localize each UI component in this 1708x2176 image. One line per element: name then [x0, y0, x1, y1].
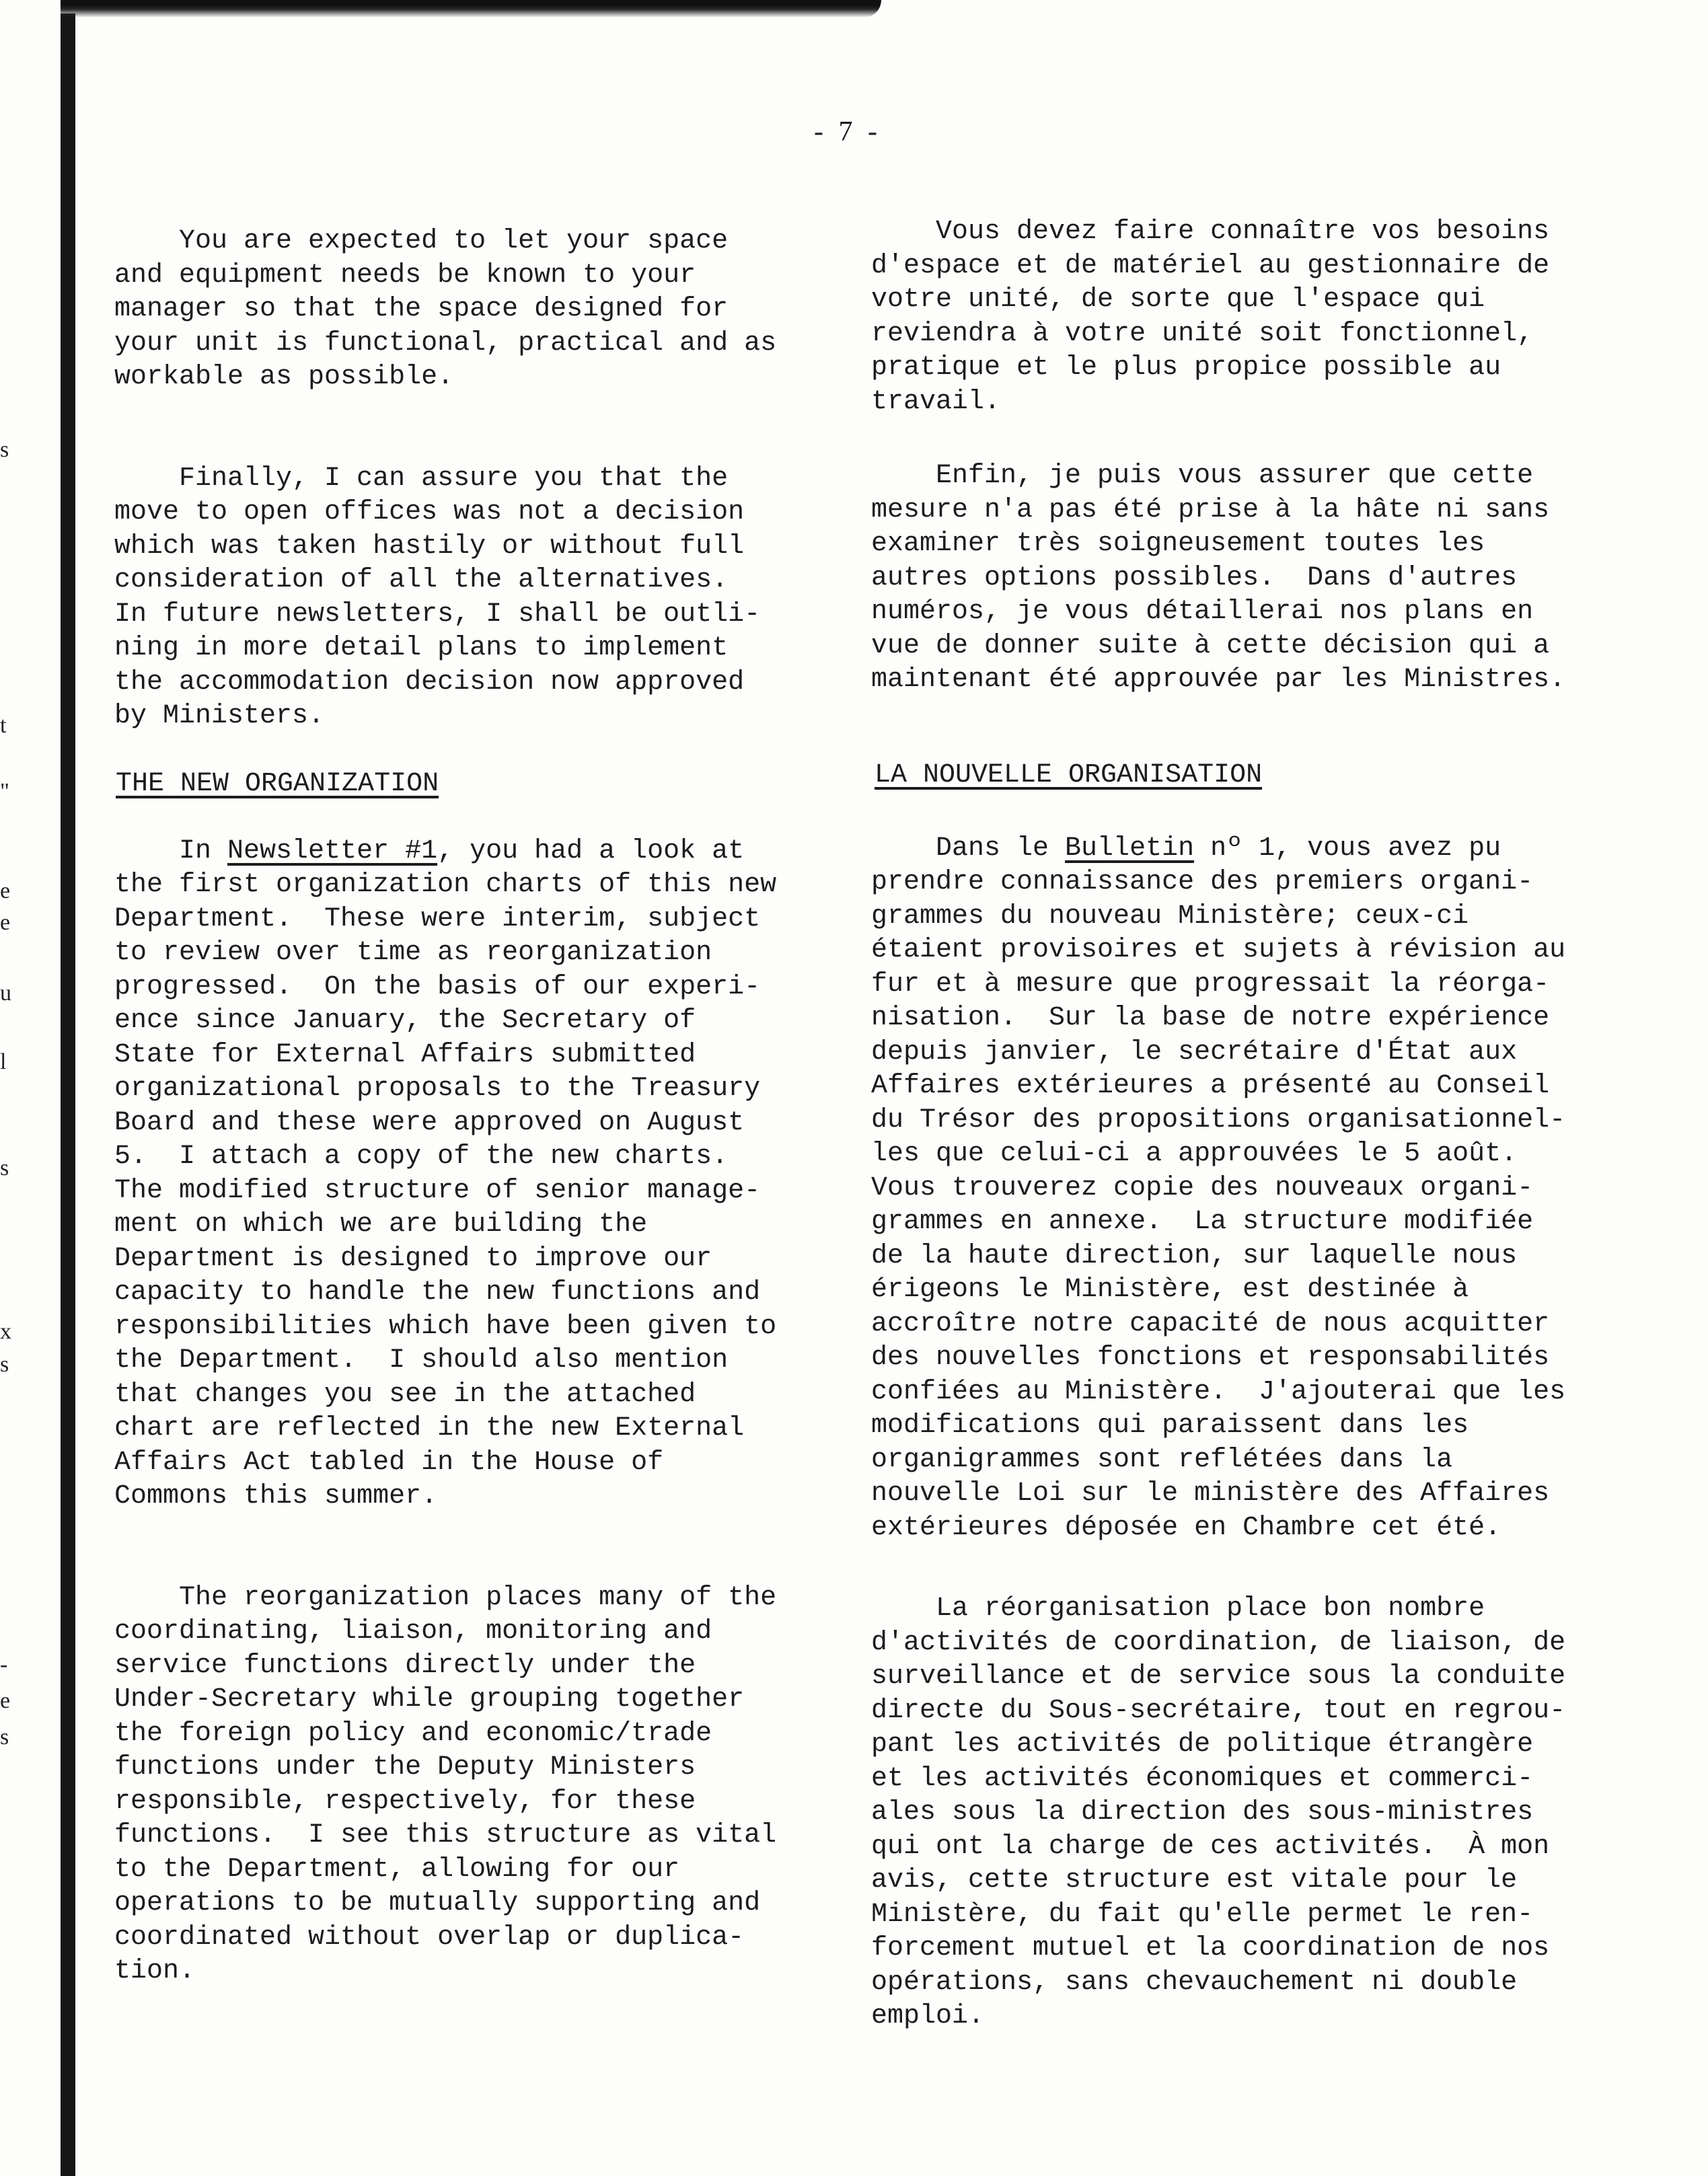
english-paragraph-space-needs: You are expected to let your space and equipment needs be known to your manager so that the space designed for your unit is functional, practical and as workable as possible.	[114, 226, 777, 392]
margin-fragment: t	[0, 713, 7, 738]
page-top-shadow	[61, 0, 881, 17]
margin-fragment: s	[0, 437, 9, 462]
newsletter-reference: Newsletter #1	[227, 835, 438, 866]
english-section-heading: THE NEW ORGANIZATION	[116, 769, 439, 799]
margin-fragment: e	[0, 878, 11, 903]
french-p3-body: nº 1, vous avez pu prendre connaissance des premiers organi- grammes du nouveau Ministère; ceux-ci étaient provisoires et sujets à révision au fur et à mesure que progressait la réorga- nisation. Sur la base de notre expérience depuis janvier, le secrétaire d'État aux Affaires extérieures a présenté au Conseil du Trésor des propositions organisationnel- les que celui-ci a approuvées le 5 août. Vous trouverez copie des nouveaux organi- grammes en annexe. La structure modifiée de la haute direction, sur laquelle nous érigeons le Ministère, est destinée à accroître notre capacité de nous acquitter des nouvelles fonctions et responsabilités confiées au Ministère. J'ajouterai que les modifications qui paraissent dans les organigrammes sont reflétées dans la nouvelle Loi sur le ministère des Affaires extérieures déposée en Chambre cet été.	[871, 833, 1566, 1543]
english-paragraph-new-organization	[114, 835, 841, 1514]
margin-fragment: l	[0, 1049, 7, 1074]
english-paragraph-open-offices: Finally, I can assure you that the move to open offices was not a decision which was taken hastily or without full consideration of all the alternatives. In future newsletters, I shall be outli- ning in more detail plans to implement the accommodation decision now approved by Ministers.	[114, 463, 761, 731]
page-number: - 7 -	[814, 116, 881, 147]
english-p3-lead: In	[114, 835, 228, 866]
english-paragraph-reorganization: The reorganization places many of the coordinating, liaison, monitoring and service functions directly under the Under-Secretary while grouping together the foreign policy and economic/trade functions under the Deputy Ministers responsible, respectively, for these functions. I see this structure as vital to the Department, allowing for our operations to be mutually supporting and coordinated without overlap or duplica- tion.	[114, 1582, 777, 1986]
french-paragraph-new-organization	[871, 832, 1625, 1546]
french-column	[871, 215, 1625, 2034]
margin-fragment: s	[0, 1156, 9, 1180]
margin-fragment: e	[0, 1688, 11, 1713]
bulletin-reference: Bulletin	[1065, 833, 1195, 864]
margin-fragment: s	[0, 1352, 9, 1377]
french-paragraph-space-needs: Vous devez faire connaître vos besoins d'espace et de matériel au gestionnaire de votre unité, de sorte que l'espace qui reviendra à votre unité soit fonctionnel, pratique et le plus propice possible au travail.	[871, 217, 1550, 417]
margin-fragment: u	[0, 981, 11, 1006]
french-section-heading: LA NOUVELLE ORGANISATION	[875, 760, 1263, 790]
margin-fragment: s	[0, 1725, 9, 1750]
margin-fragment: "	[0, 779, 9, 804]
margin-fragment: -	[0, 1652, 8, 1677]
english-p3-body: , you had a look at the first organization charts of this new Department. These were interim, subject to review over time as reorganization progressed. On the basis of our experi- ence since January, the Secretary of State for External Affairs submitted organizational proposals to the Treasury Board and these were approved on August 5. I attach a copy of the new charts. The modified structure of senior manage- ment on which we are building the Department is designed to improve our capacity to handle the new functions and responsibilities which have been given to the Department. I should also mention that changes you see in the attached chart are reflected in the new External Affairs Act tabled in the House of Commons this summer.	[114, 835, 777, 1511]
margin-fragment: e	[0, 910, 11, 935]
french-p3-lead: Dans le	[871, 833, 1066, 864]
page-binding-edge	[61, 13, 75, 2176]
english-column	[114, 225, 841, 1989]
french-paragraph-open-offices: Enfin, je puis vous assurer que cette mesure n'a pas été prise à la hâte ni sans examiner très soigneusement toutes les autres options possibles. Dans d'autres numéros, je vous détaillerai nos plans en vue de donner suite à cette décision qui a maintenant été approuvée par les Ministres.	[871, 461, 1566, 695]
french-paragraph-reorganization: La réorganisation place bon nombre d'activités de coordination, de liaison, de surveillance et de service sous la conduite directe du Sous-secrétaire, tout en regrou- pant les activités de politique étrangère et les activités économiques et commerci- ales sous la direction des sous-ministres qui ont la charge de ces activités. À mon avis, cette structure est vitale pour le Ministère, du fait qu'elle permet le ren- forcement mutuel et la coordination de nos opérations, sans chevauchement ni double emploi.	[871, 1593, 1566, 2031]
margin-fragment: x	[0, 1319, 11, 1344]
